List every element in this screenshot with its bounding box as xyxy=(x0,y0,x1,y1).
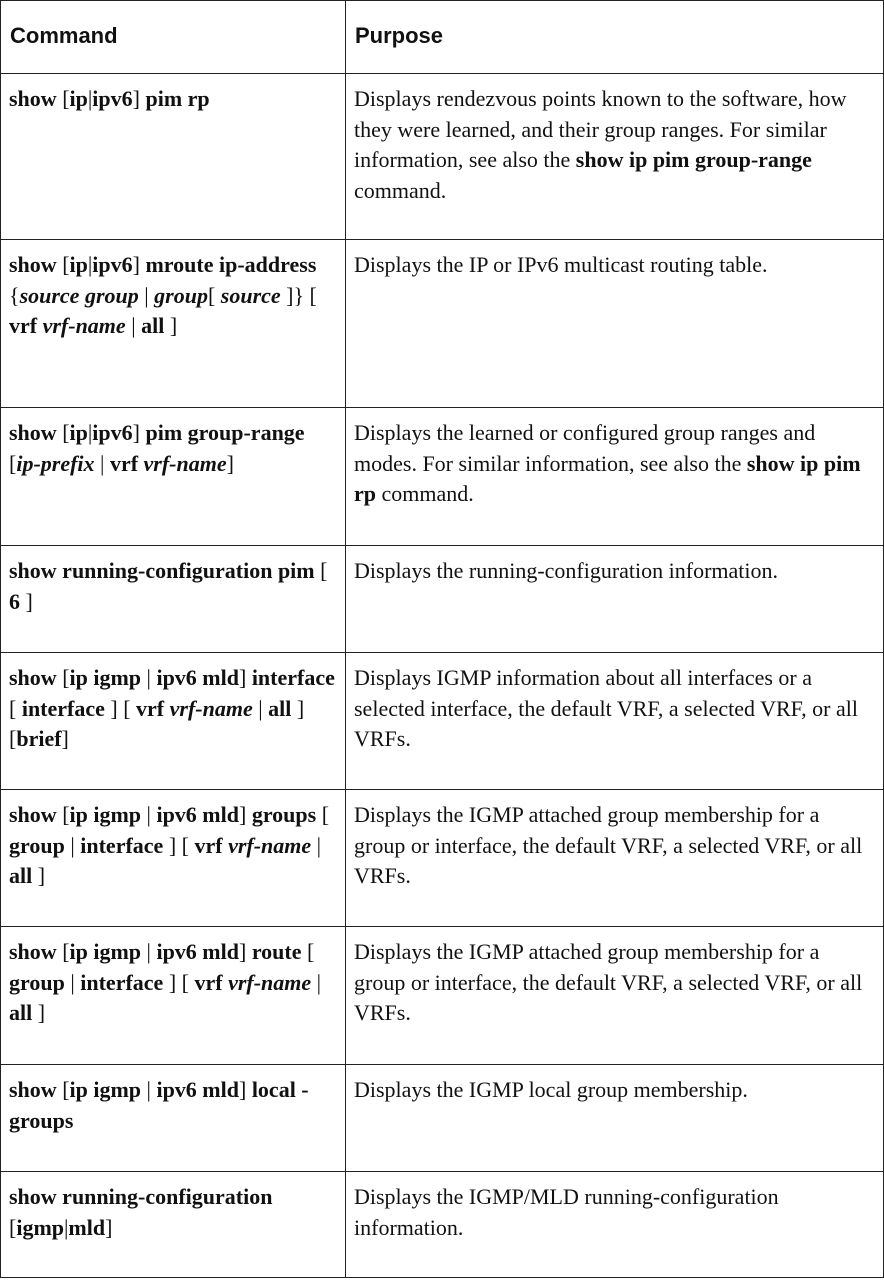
command-text-run: show xyxy=(9,86,57,111)
command-text-run: ipv6 mld xyxy=(156,802,239,827)
command-text-run: route xyxy=(251,939,302,964)
command-text-run: ip igmp xyxy=(69,939,142,964)
command-cell xyxy=(1,790,346,927)
purpose-cell xyxy=(346,74,884,240)
command-cell xyxy=(1,74,346,240)
command-text-run: ] xyxy=(164,313,178,338)
command-text-run: groups xyxy=(251,802,317,827)
command-text-run: { xyxy=(9,282,20,308)
command-text-run: mld xyxy=(68,1214,106,1240)
command-text-run: vrf-name xyxy=(228,969,312,995)
command-text-run: vrf xyxy=(194,832,223,858)
command-text-run: ] xyxy=(238,939,252,964)
purpose-text-run: Displays the IGMP/MLD running-configuration information. xyxy=(354,1184,779,1240)
command-text-run: vrf-name xyxy=(169,695,253,721)
command-text-run: all xyxy=(268,695,292,721)
command-text-run: ip xyxy=(69,252,88,277)
command-text-run: ] xyxy=(61,726,69,751)
command-text-run: ] xyxy=(132,86,146,111)
command-text-run: vrf-name xyxy=(143,450,227,476)
command-text-run: | xyxy=(64,969,81,995)
command-cell xyxy=(1,653,346,790)
purpose-cell xyxy=(346,927,884,1065)
command-text-run: [ xyxy=(56,665,70,690)
command-text-run: ipv6 xyxy=(92,86,133,111)
command-text-run: | xyxy=(64,1214,69,1240)
command-text-run: source xyxy=(220,282,281,308)
command-text-run: source group xyxy=(19,282,139,308)
command-text-run: ip igmp xyxy=(69,665,142,690)
table-row xyxy=(1,74,884,240)
command-text-run: | xyxy=(141,939,157,964)
command-text-run: local - groups xyxy=(9,1077,309,1133)
command-text-run: pim group-range xyxy=(145,420,305,445)
command-text-run: all xyxy=(9,1000,33,1025)
command-text-run: ipv6 mld xyxy=(156,665,239,690)
table-row xyxy=(1,927,884,1065)
table-row xyxy=(1,546,884,653)
command-cell xyxy=(1,1065,346,1172)
table-row xyxy=(1,1065,884,1172)
purpose-cell xyxy=(346,790,884,927)
command-text-run: ] xyxy=(132,420,146,445)
command-text-run: show xyxy=(9,1077,57,1102)
command-text-run: [ xyxy=(314,558,328,583)
table-header-row xyxy=(1,1,884,74)
command-text-run: [ xyxy=(316,802,330,827)
command-text-run: ] xyxy=(105,1214,113,1240)
purpose-cell xyxy=(346,546,884,653)
table-row xyxy=(1,653,884,790)
purpose-text-run: Displays IGMP information about all interfaces or a selected interface, the default VRF, a selected VRF, or all VRFs. xyxy=(354,665,858,751)
table-row xyxy=(1,240,884,408)
command-text-run: ] xyxy=(238,1077,252,1102)
command-text-run: ] [ xyxy=(104,695,137,721)
command-text-run: mroute ip-address xyxy=(145,252,317,277)
command-text-run: vrf xyxy=(194,969,223,995)
command-text-run: ]} [ xyxy=(280,282,317,308)
purpose-text-run: Displays the running-configuration information. xyxy=(354,558,779,583)
command-text-run: | xyxy=(141,665,157,690)
purpose-cell xyxy=(346,1172,884,1278)
command-text-run: ipv6 xyxy=(92,420,133,445)
command-text-run: | xyxy=(141,802,157,827)
command-text-run: [ xyxy=(56,939,70,964)
command-text-run: show xyxy=(9,665,57,690)
command-text-run: ip-prefix xyxy=(16,450,95,476)
command-text-run: brief xyxy=(16,726,62,751)
command-text-run: all xyxy=(9,863,33,888)
command-text-run: | xyxy=(138,282,155,308)
command-text-run: vrf-name xyxy=(42,313,126,338)
purpose-text-run: Displays the IGMP attached group membership for a group or interface, the default VRF, a selected VRF, or all VRFs. xyxy=(354,802,863,888)
purpose-cell xyxy=(346,408,884,546)
command-text-run: interface xyxy=(251,665,335,690)
command-text-run: show xyxy=(9,252,57,277)
purpose-text-run: command. xyxy=(354,177,447,203)
purpose-text-run: Displays the IGMP attached group membership for a group or interface, the default VRF, a selected VRF, or all VRFs. xyxy=(354,939,863,1025)
purpose-cell xyxy=(346,240,884,408)
command-text-run: interface xyxy=(80,969,164,995)
command-text-run: ] xyxy=(238,802,252,827)
command-text-run: group xyxy=(154,282,208,308)
command-text-run: [ xyxy=(56,1077,70,1102)
command-text-run: interface xyxy=(21,695,105,721)
purpose-text-run: Displays the IP or IPv6 multicast routing table. xyxy=(354,252,768,277)
command-text-run: vrf-name xyxy=(228,832,312,858)
command-text-run: | xyxy=(64,832,81,858)
command-text-run: [ xyxy=(207,282,221,308)
command-text-run: | xyxy=(87,252,93,277)
command-text-run: ] xyxy=(32,863,46,888)
command-text-run: | xyxy=(87,420,93,445)
purpose-cell xyxy=(346,1065,884,1172)
command-text-run: | xyxy=(94,450,110,476)
command-text-run: vrf xyxy=(109,450,139,476)
command-text-run: ipv6 mld xyxy=(156,939,239,964)
command-text-run: show xyxy=(9,802,57,827)
command-text-run: pim rp xyxy=(145,86,210,111)
command-cell xyxy=(1,546,346,653)
command-cell xyxy=(1,408,346,546)
command-text-run: ] [ xyxy=(9,695,305,751)
command-cell xyxy=(1,927,346,1065)
command-text-run: ] [ xyxy=(163,832,195,858)
command-text-run: show running-configuration pim xyxy=(9,558,315,583)
command-text-run: ip igmp xyxy=(69,1077,142,1102)
command-text-run: [ xyxy=(301,939,315,964)
command-text-run: ] xyxy=(20,588,33,614)
command-text-run: vrf xyxy=(9,313,38,338)
table-row xyxy=(1,790,884,927)
command-cell xyxy=(1,1172,346,1278)
command-text-run: | xyxy=(141,1077,157,1102)
column-header-command: Command xyxy=(1,1,346,74)
command-text-run: ipv6 xyxy=(92,252,133,277)
purpose-text-run: Displays the IGMP local group membership. xyxy=(354,1077,748,1102)
purpose-text-run: show ip pim group-range xyxy=(575,147,812,172)
purpose-cell xyxy=(346,653,884,790)
command-text-run: [ xyxy=(9,695,22,721)
command-text-run: [ xyxy=(56,86,70,111)
command-text-run: | xyxy=(252,695,269,721)
command-text-run: all xyxy=(141,313,165,338)
command-text-run: ] xyxy=(238,665,252,690)
command-text-run: ] [ xyxy=(163,969,195,995)
command-text-run: interface xyxy=(80,832,164,858)
command-text-run: show running-configuration xyxy=(9,1184,273,1209)
command-text-run: [ xyxy=(56,252,70,277)
table-row xyxy=(1,408,884,546)
purpose-text-run: Displays the learned or configured group ranges and modes. For similar information, see also the xyxy=(354,420,816,476)
command-text-run: [ xyxy=(56,802,70,827)
command-text-run: ] xyxy=(32,1000,46,1025)
command-text-run: [ xyxy=(56,420,70,445)
command-text-run: ip xyxy=(69,86,88,111)
command-cell xyxy=(1,240,346,408)
purpose-text-run: show ip pim rp xyxy=(354,450,861,506)
command-text-run: ip xyxy=(69,420,88,445)
command-text-run: [ xyxy=(9,450,17,476)
command-text-run: | xyxy=(125,313,142,338)
command-text-run: | xyxy=(311,969,322,995)
command-text-run: ipv6 mld xyxy=(156,1077,239,1102)
purpose-text-run: Displays rendezvous points known to the software, how they were learned, and their group ranges. For similar information, see also the xyxy=(354,86,847,172)
command-text-run: [ xyxy=(9,1214,17,1240)
command-text-run: group xyxy=(9,832,65,858)
table-row xyxy=(1,1172,884,1278)
command-text-run: ] xyxy=(132,252,146,277)
purpose-text-run: command. xyxy=(376,481,474,506)
column-header-purpose: Purpose xyxy=(346,1,884,74)
command-text-run: group xyxy=(9,969,65,995)
command-text-run: show xyxy=(9,939,57,964)
command-text-run: | xyxy=(311,832,322,858)
command-text-run: | xyxy=(87,86,93,111)
command-text-run: vrf xyxy=(136,695,165,721)
command-text-run: ] xyxy=(226,450,234,476)
command-text-run: 6 xyxy=(9,588,20,614)
command-text-run: show xyxy=(9,420,57,445)
command-text-run: ip igmp xyxy=(69,802,142,827)
command-text-run: igmp xyxy=(16,1214,65,1240)
